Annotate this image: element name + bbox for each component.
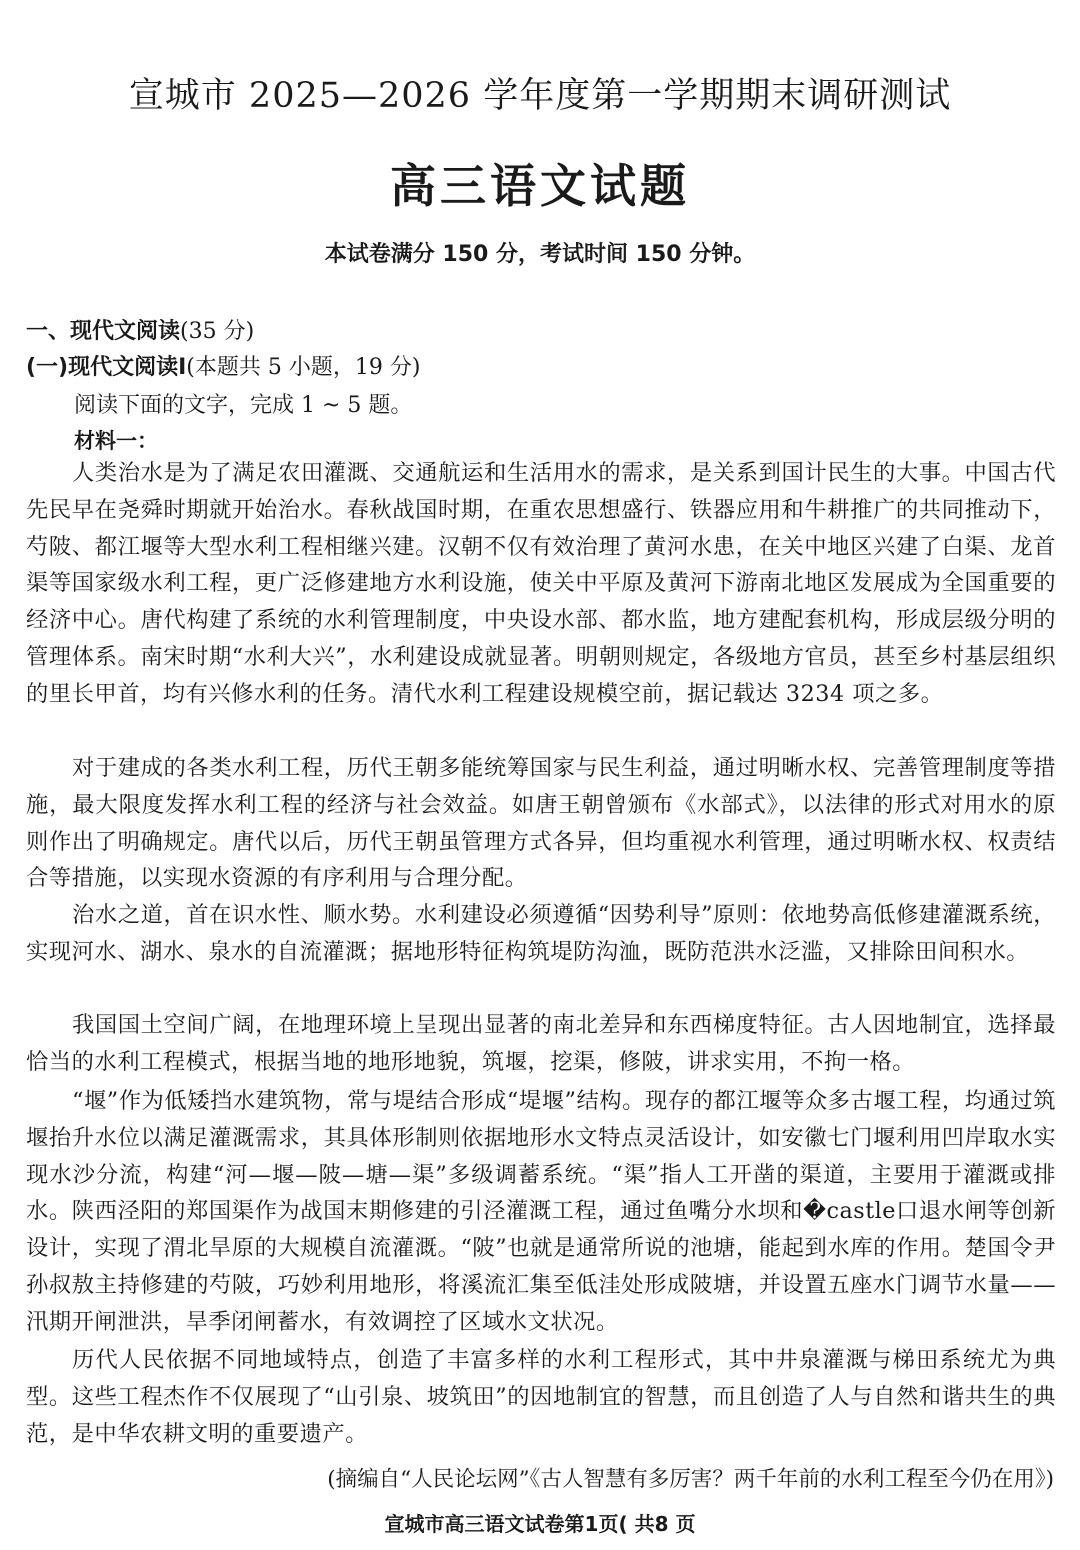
paragraph-4: 我国国土空间广阔，在地理环境上呈现出显著的南北差异和东西梯度特征。古人因地制宜，选择最恰当的水利工程模式，根据当地的地形地貌，筑堰，挖渠，修陂，讲求实用，不拘一格。 <box>26 1012 1056 1075</box>
paragraph-3: 治水之道，首在识水性、顺水势。水利建设必须遵循“因势利导”原则：依地势高低修建灌溉系统，实现河水、湖水、泉水的自流灌溉；据地形特征构筑堤防沟洫，既防范洪水泛滥，又排除田间积水。 <box>26 902 1056 965</box>
paragraph-5: “堰”作为低矮挡水建筑物，常与堤结合形成“堤堰”结构。现存的都江堰等众多古堰工程，均通过筑堰抬升水位以满足灌溉需求，其具体形制则依据地形水文特点灵活设计，如安徽七门堰利用凹岸取水实现水沙分流，构建“河—堰—陂—塘—渠”多级调蓄系统。“渠”指人工开凿的渠道，主要用于灌溉或排水。陕西泾阳的郑国渠作为战国末期修建的引泾灌溉工程，通过鱼嘴分水坝和�castle口退水闸等创新设计，实现了渭北旱原的大规模自流灌溉。“陂”也就是通常所说的池塘，能起到水库的作用。楚国令尹孙叔敖主持修建的芍陂，巧妙利用地形，将溪流汇集至低洼处形成陂塘，并设置五座水门调节水量——汛期开闸泄洪，旱季闭闸蓄水，有效调控了区域水文状况。 <box>26 1088 1056 1335</box>
sub-section-heading-label: (一)现代文阅读Ⅰ <box>26 355 187 380</box>
section-heading-label: 一、现代文阅读 <box>26 319 181 344</box>
section-heading <box>26 314 254 345</box>
material-label: 材料一： <box>74 429 158 453</box>
sub-section-heading-info: (本题共 5 小题，19 分) <box>186 355 421 380</box>
section-heading-score: (35 分) <box>180 319 255 344</box>
source-citation: (摘编自“人民论坛网”《古人智慧有多厉害？两千年前的水利工程至今仍在用》) <box>327 1467 1054 1492</box>
main-title: 高三语文试题 <box>390 159 690 213</box>
exam-info: 本试卷满分 150 分，考试时间 150 分钟。 <box>324 242 756 267</box>
sub-section-heading <box>26 350 420 381</box>
paragraph-6: 历代人民依据不同地域特点，创造了丰富多样的水利工程形式，其中井泉灌溉与梯田系统尤为典型。这些工程杰作不仅展现了“山引泉、坡筑田”的因地制宜的智慧，而且创造了人与自然和谐共生的典范，是中华农耕文明的重要遗产。 <box>26 1347 1056 1447</box>
paragraph-1: 人类治水是为了满足农田灌溉、交通航运和生活用水的需求，是关系到国计民生的大事。中国古代先民早在尧舜时期就开始治水。春秋战国时期，在重农思想盛行、铁器应用和牛耕推广的共同推动下，芍陂、都江堰等大型水利工程相继兴建。汉朝不仅有效治理了黄河水患，在关中地区兴建了白渠、龙首渠等国家级水利工程，更广泛修建地方水利设施，使关中平原及黄河下游南北地区发展成为全国重要的经济中心。唐代构建了系统的水利管理制度，中央设水部、都水监，地方建配套机构，形成层级分明的管理体系。南宋时期“水利大兴”，水利建设成就显著。明朝则规定，各级地方官员，甚至乡村基层组织的里长甲首，均有兴修水利的任务。清代水利工程建设规模空前，据记载达 3234 项之多。 <box>26 460 1056 707</box>
exam-title: 宣城市 2025—2026 学年度第一学期期末调研测试 <box>128 76 952 116</box>
instruction: 阅读下面的文字，完成 1 ~ 5 题。 <box>74 393 413 418</box>
page-footer: 宣城市高三语文试卷第1页( 共8 页 <box>384 1512 696 1536</box>
paragraph-2: 对于建成的各类水利工程，历代王朝多能统筹国家与民生利益，通过明晰水权、完善管理制度等措施，最大限度发挥水利工程的经济与社会效益。如唐王朝曾颁布《水部式》，以法律的形式对用水的原则作出了明确规定。唐代以后，历代王朝虽管理方式各异，但均重视水利管理，通过明晰水权、权责结合等措施，以实现水资源的有序利用与合理分配。 <box>26 755 1056 892</box>
